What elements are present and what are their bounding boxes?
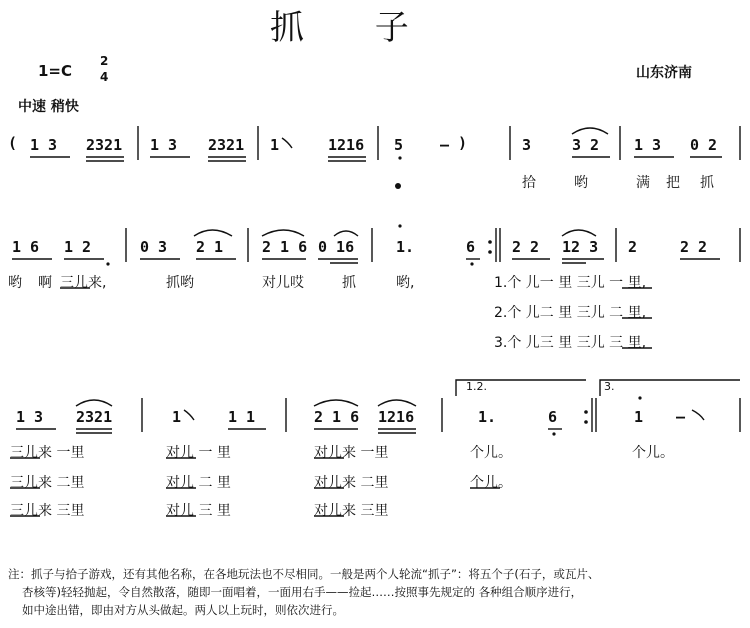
row2-verse: 3.个 儿三 里 三儿 三 里,: [494, 335, 647, 351]
row2-note: 1 6: [12, 238, 40, 256]
row1-note: 3: [522, 136, 532, 154]
row1-open-paren: (: [8, 134, 18, 152]
row1-note: 0 2: [690, 136, 718, 154]
row2-verse: 1.个 儿一 里 三儿 一 里,: [494, 275, 647, 291]
row1-note: 1 3: [30, 136, 58, 154]
row1-note: –: [440, 136, 450, 154]
row3-note: 1216: [378, 408, 415, 426]
dot: [395, 183, 401, 189]
row2-note: 0 3: [140, 238, 168, 256]
row3-note: 2321: [76, 408, 113, 426]
row3-verse3: 对儿来 三里: [314, 503, 389, 519]
footnote-line: 注：抓子与拾子游戏，还有其他名称，在各地玩法也不尽相同。一般是两个人轮流“抓子”：将五个子(石子，或瓦片、: [8, 567, 600, 581]
row2-lyric: 哟: [8, 275, 22, 291]
row3-note: –: [676, 408, 686, 426]
row3-note: 1 1: [228, 408, 256, 426]
row1-note: 1 3: [634, 136, 662, 154]
footnote-line: 如中途出错，即由对方从头做起。两人以上玩时，则依次进行。: [22, 603, 344, 617]
row1-lyric: 哟: [574, 175, 588, 191]
page-title: 抓 子: [270, 8, 439, 48]
row1-lyric: 拾: [522, 175, 536, 191]
row2-note: 12 3: [562, 238, 599, 256]
row2-note: 1 2: [64, 238, 92, 256]
row2-lyric: 对儿哎: [262, 275, 304, 291]
row1-lyric: 把: [666, 175, 680, 191]
row1-lyric: 抓: [700, 175, 714, 191]
row3-note: 2 1 6: [314, 408, 360, 426]
row2-note: 1.: [396, 238, 415, 256]
row3-verse2: 对儿 二 里: [166, 475, 231, 491]
footnote-line: 杏核等)轻轻抛起，令自然散落，随即一面唱着，一面用右手——捡起……按照事先规定的 各种组合顺序进行，: [22, 585, 583, 599]
row3-note: 1.: [478, 408, 497, 426]
origin-label: 山东济南: [636, 65, 692, 81]
row2-verse: 2.个 儿二 里 三儿 二 里,: [494, 305, 647, 321]
row2-lyric: 抓: [342, 275, 356, 291]
volta-label-2: 3.: [604, 380, 615, 393]
row2-note: 2 2: [512, 238, 540, 256]
row3-note: 1 3: [16, 408, 44, 426]
volta-label-1: 1.2.: [466, 380, 487, 393]
tempo-label: 中速 稍快: [18, 99, 79, 115]
volta-bracket-1: [456, 380, 586, 396]
row3-note: 6: [548, 408, 558, 426]
time-signature-top: 2: [100, 54, 109, 68]
row3-note: 1: [172, 408, 182, 426]
row3-verse1: 对儿 一 里: [166, 445, 231, 461]
row3-verse1: 三儿来 一里: [10, 445, 85, 461]
row1-note: 5: [394, 136, 404, 154]
slur: [572, 128, 608, 134]
row2-note: 2: [628, 238, 638, 256]
row3-verse2: 三儿来 二里: [10, 475, 85, 491]
row1-note: 1 3: [150, 136, 178, 154]
volta-bracket-2: [600, 380, 740, 396]
row3-verse1: 个儿。: [470, 445, 512, 461]
row2-lyric: 三儿来,: [60, 275, 107, 291]
row2-lyric: 啊: [38, 275, 52, 291]
row3-verse2: 对儿来 二里: [314, 475, 389, 491]
row2-note: 0 16: [318, 238, 355, 256]
row2-note: 2 2: [680, 238, 708, 256]
row3-verse3: 对儿 三 里: [166, 503, 231, 519]
row3-verse1: 个儿。: [632, 445, 674, 461]
row1-note: 1: [270, 136, 280, 154]
time-signature-bottom: 4: [100, 70, 109, 84]
row3-verse1: 对儿来 一里: [314, 445, 389, 461]
row1-lyric: 满: [636, 175, 650, 191]
row2-note: 6: [466, 238, 476, 256]
key-signature: 1=C: [38, 62, 73, 80]
row1-note: 1216: [328, 136, 365, 154]
row1-note: 3 2: [572, 136, 600, 154]
row2-lyric: 哟,: [396, 275, 415, 291]
row1-close-paren: ): [458, 134, 468, 152]
row1-note: 2321: [208, 136, 245, 154]
row3-verse3: 三儿来 三里: [10, 503, 85, 519]
row3-verse2: 个儿。: [470, 475, 512, 491]
row1-note: 2321: [86, 136, 123, 154]
row2-lyric: 抓哟: [166, 275, 194, 291]
row3-note: 1: [634, 408, 644, 426]
row2-note: 2 1 6: [262, 238, 308, 256]
row2-note: 2 1: [196, 238, 224, 256]
